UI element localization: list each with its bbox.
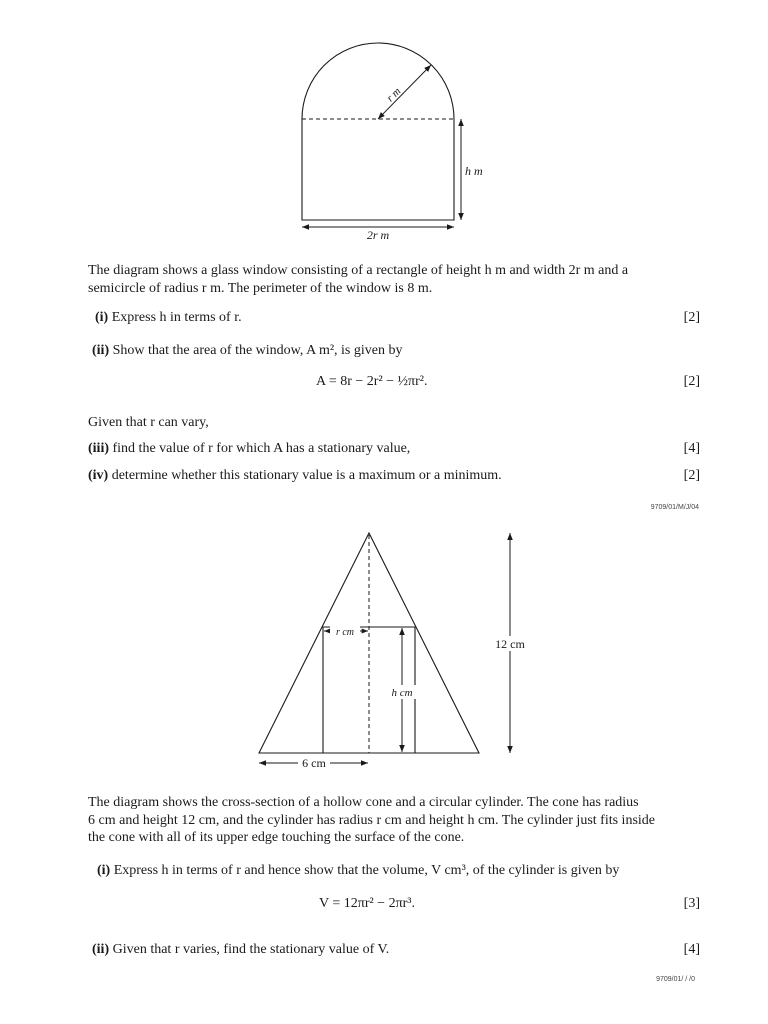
q1-part-i bbox=[95, 308, 700, 328]
radius-label: r m bbox=[384, 85, 404, 105]
q2-part-ii-marks: [4] bbox=[683, 942, 700, 957]
q2-part-i-text: Express h in terms of r and hence show that the volume, V cm³, of the cylinder is given by bbox=[113, 863, 620, 878]
q2-part-i-marks: [3] bbox=[683, 896, 700, 911]
q2-formula: V = 12πr² − 2πr³. bbox=[319, 896, 416, 911]
width-label: 2r m bbox=[366, 228, 390, 242]
q2-part-i-label: (i) bbox=[97, 863, 111, 878]
q2-intro-line3: the cone with all of its upper edge touching the surface of the cone. bbox=[88, 830, 465, 845]
q1-part-iii-marks: [4] bbox=[683, 441, 700, 456]
cone-cylinder-diagram bbox=[0, 520, 768, 780]
radius-arrow bbox=[378, 65, 431, 119]
q2-part-ii-label: (ii) bbox=[92, 942, 110, 957]
q1-part-ii-text: Show that the area of the window, A m², is given by bbox=[112, 343, 403, 358]
cone-base-radius-label: 6 cm bbox=[302, 756, 326, 770]
cylinder-radius-label: r cm bbox=[335, 627, 355, 638]
q2-formula-row bbox=[88, 892, 700, 916]
q1-part-i-label: (i) bbox=[95, 310, 109, 325]
q2-intro-line2: 6 cm and height 12 cm, and the cylinder has radius r cm and height h cm. The cylinder just fits inside bbox=[88, 812, 655, 828]
q1-given: Given that r can vary, bbox=[88, 415, 209, 430]
q1-part-i-marks: [2] bbox=[683, 310, 700, 325]
q1-part-ii bbox=[92, 341, 700, 361]
q1-part-ii-label: (ii) bbox=[92, 343, 110, 358]
q1-intro-line1: The diagram shows a glass window consisting of a rectangle of height h m and width 2r m and a bbox=[88, 263, 629, 278]
window-diagram bbox=[0, 0, 768, 250]
q1-part-iii-label: (iii) bbox=[88, 441, 109, 456]
q1-intro-line2: semicircle of radius r m. The perimeter of the window is 8 m. bbox=[88, 280, 433, 296]
q2-part-ii bbox=[92, 940, 700, 960]
window-outline bbox=[302, 43, 454, 220]
cone-height-label: 12 cm bbox=[495, 637, 525, 651]
q2-intro-line1: The diagram shows the cross-section of a hollow cone and a circular cylinder. The cone has radius bbox=[88, 795, 639, 810]
q2-intro bbox=[88, 794, 700, 847]
q2-part-ii-text: Given that r varies, find the stationary value of V. bbox=[112, 942, 390, 957]
q1-formula: A = 8r − 2r² − ½πr². bbox=[316, 374, 428, 389]
q1-formula-row bbox=[88, 370, 700, 394]
height-label: h m bbox=[465, 164, 483, 178]
q1-part-iv-label: (iv) bbox=[88, 468, 109, 483]
q1-intro bbox=[88, 262, 700, 297]
q1-part-iii-text: find the value of r for which A has a stationary value, bbox=[112, 441, 411, 456]
q2-reference-code: 9709/01/ / /0 bbox=[656, 976, 695, 983]
cylinder-height-label: h cm bbox=[391, 687, 413, 699]
q1-part-iv-text: determine whether this stationary value is a maximum or a minimum. bbox=[111, 468, 502, 483]
q1-part-iii bbox=[88, 439, 700, 459]
q1-reference-code: 9709/01/M/J/04 bbox=[650, 504, 699, 511]
q2-part-i bbox=[97, 861, 700, 881]
q1-part-ii-marks: [2] bbox=[683, 374, 700, 389]
q1-part-iv-marks: [2] bbox=[683, 468, 700, 483]
q1-part-i-text: Express h in terms of r. bbox=[111, 310, 242, 325]
q1-part-iv bbox=[88, 466, 700, 486]
